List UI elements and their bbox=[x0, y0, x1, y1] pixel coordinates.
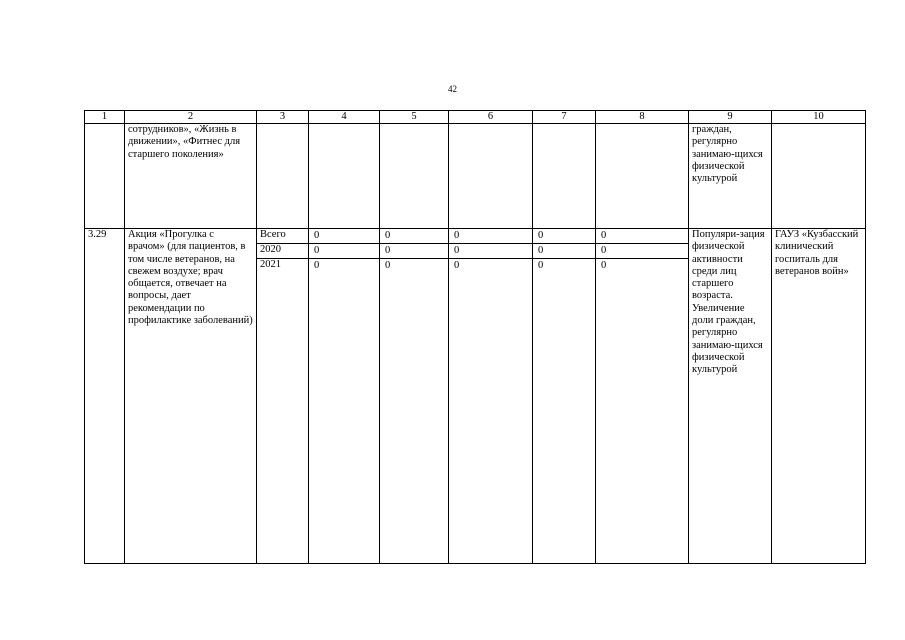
value-cell: 0 bbox=[449, 259, 533, 564]
value-cell: 0 bbox=[533, 244, 596, 259]
value-cell: 0 bbox=[309, 244, 380, 259]
event-continuation: сотрудников», «Жизнь в движении», «Фитнес для старшего поколения» bbox=[125, 124, 257, 229]
header-cell: 1 bbox=[85, 111, 125, 124]
header-cell: 9 bbox=[689, 111, 772, 124]
value-cell: 0 bbox=[533, 259, 596, 564]
value-cell: 0 bbox=[533, 229, 596, 244]
table-header-row bbox=[85, 111, 866, 124]
year-label: Всего bbox=[257, 229, 309, 244]
plan-table bbox=[84, 110, 866, 564]
value-cell: 0 bbox=[380, 229, 449, 244]
value-cell: 0 bbox=[596, 259, 689, 564]
header-cell: 5 bbox=[380, 111, 449, 124]
value-cell: 0 bbox=[449, 229, 533, 244]
header-cell: 10 bbox=[772, 111, 866, 124]
value-cell: 0 bbox=[380, 259, 449, 564]
row-number: 3.29 bbox=[85, 229, 125, 564]
header-cell: 2 bbox=[125, 111, 257, 124]
header-cell: 7 bbox=[533, 111, 596, 124]
continuation-row bbox=[85, 124, 866, 229]
value-cell: 0 bbox=[596, 244, 689, 259]
header-cell: 6 bbox=[449, 111, 533, 124]
page-number: 42 bbox=[448, 84, 457, 94]
year-label: 2020 bbox=[257, 244, 309, 259]
year-label: 2021 bbox=[257, 259, 309, 564]
value-cell: 0 bbox=[309, 259, 380, 564]
value-cell: 0 bbox=[380, 244, 449, 259]
result-continuation: граждан, регулярно занимаю-щихся физической культурой bbox=[689, 124, 772, 229]
value-cell: 0 bbox=[449, 244, 533, 259]
executor-cell: ГАУЗ «Кузбасский клинический госпиталь для ветеранов войн» bbox=[772, 229, 866, 564]
table-row bbox=[85, 229, 866, 244]
result-cell: Популяри-зация физической активности среди лиц старшего возраста. Увеличение доли граждан, регулярно занимаю-щихся физической культурой bbox=[689, 229, 772, 564]
value-cell: 0 bbox=[309, 229, 380, 244]
value-cell: 0 bbox=[596, 229, 689, 244]
event-cell: Акция «Прогулка с врачом» (для пациентов, в том числе ветеранов, на свежем воздухе; врач общается, отвечает на вопросы, дает рекомендации по профилактике заболеваний) bbox=[125, 229, 257, 564]
header-cell: 8 bbox=[596, 111, 689, 124]
header-cell: 4 bbox=[309, 111, 380, 124]
header-cell: 3 bbox=[257, 111, 309, 124]
